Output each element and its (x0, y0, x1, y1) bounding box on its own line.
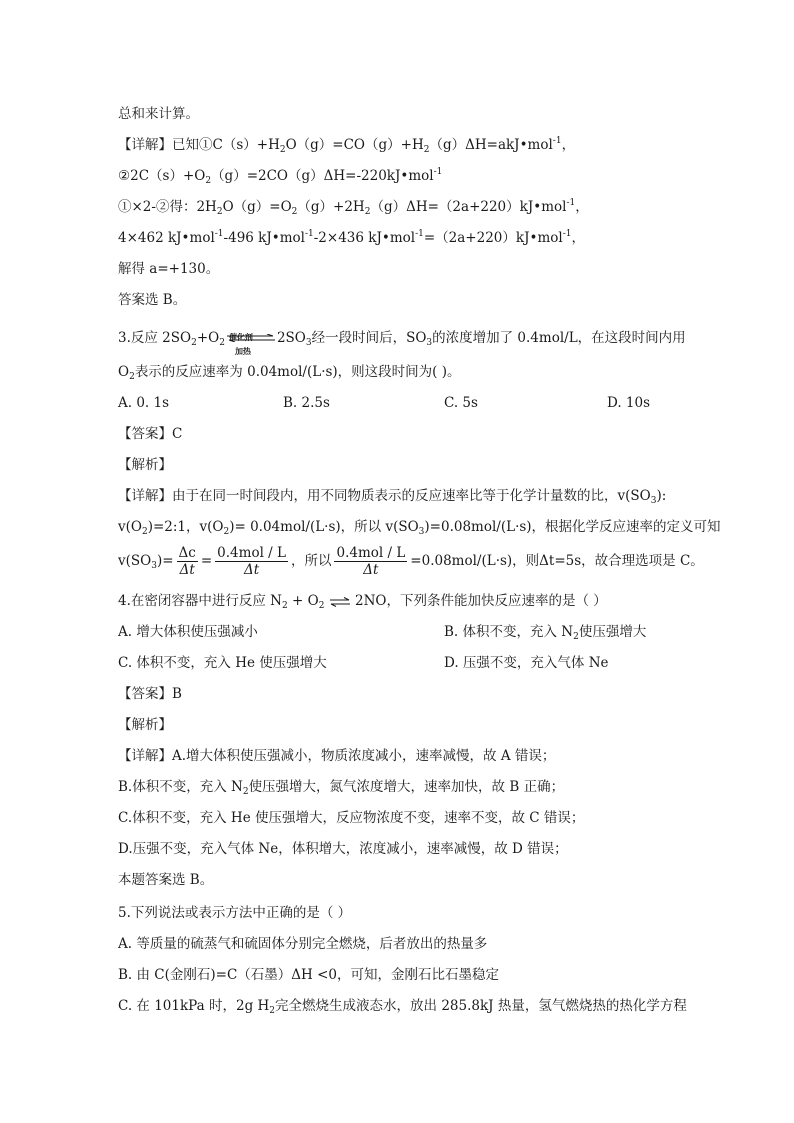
option-a: A. 0. 1s (118, 395, 170, 411)
section-tag: 【详解】 (118, 748, 172, 764)
fraction: $\frac{\Delta c}{\Delta t}$ (178, 545, 196, 578)
question-3-stem: 3.反应 $2SO_2+O_2$ 催化剂 加热 $2SO_3$经一段时间后，$SO_3$的浓度增加了 0.4mol/L，在这段时间内用 (118, 330, 686, 356)
question-3-stem-cont: $O_2$表示的反应速率为 0.04mol/(L·s)，则这段时间为( )。 (118, 364, 461, 382)
detail-line: 【详解】已知$①C(s)+H_2O(g)=CO(g)+H_2(g)\Delta H=akJ•mol^{-1}$， (118, 136, 576, 155)
detail-line: C.体积不变，充入 He 使压强增大，反应物浓度不变，速率不变，故 C 错误； (118, 810, 585, 826)
reversible-arrow-icon: 催化剂 加热 (225, 329, 277, 349)
option-b: B. 体积不变，充入 $N_2$使压强增大 (444, 624, 647, 642)
detail-line: D.压强不变，充入气体 Ne，体积增大，浓度减小，速率减慢，故 D 错误； (118, 841, 568, 857)
option-c: C. 在 101kPa 时，2g $H_2$完全燃烧生成液态水，放出 285.8kJ 热量，氢气燃烧热的热化学方程 (118, 998, 687, 1016)
option-a: A. 增大体积使压强减小 (118, 624, 258, 640)
option-b: B. 由 C(金刚石)=C（石墨）ΔH <0，可知，金刚石比石墨稳定 (118, 967, 500, 983)
answer-label: 【答案】B (118, 686, 182, 702)
question-4-options-row2 (118, 653, 714, 673)
option-b: B. 2.5s (283, 395, 330, 411)
question-5-stem: 5.下列说法或表示方法中正确的是（ ） (118, 905, 352, 921)
option-c: C. 体积不变，充入 He 使压强增大 (118, 655, 327, 671)
option-d: D. 10s (607, 395, 651, 411)
section-tag: 【详解】 (118, 137, 172, 153)
equation-line: $②2C(s)+O_2(g)=2CO(g)\Delta H=-220kJ•mol^{-1}$ (118, 167, 443, 186)
answer-label: 【答案】C (118, 426, 183, 442)
detail-line: 【详解】由于在同一时间段内，用不同物质表示的反应速率比等于化学计量数的比，$v(SO_3)$: (118, 488, 667, 506)
text-line: 本题答案选 B。 (118, 872, 214, 888)
section-tag: 【详解】 (118, 488, 172, 504)
equation-line: 4×462 kJ•mol$^{-1}$-496 kJ•mol$^{-1}$-2×436 kJ•mol$^{-1}$=（2a+220）kJ•mol$^{-1}$， (118, 229, 585, 246)
option-c: C. 5s (444, 395, 478, 411)
analysis-label: 【解析】 (118, 717, 172, 733)
equilibrium-arrow-icon (329, 597, 351, 607)
option-d: D. 压强不变，充入气体 Ne (444, 655, 609, 671)
analysis-label: 【解析】 (118, 457, 172, 473)
fraction: $\frac{\text{0.4mol / L}}{\Delta t}$ (217, 545, 286, 578)
text-line: 答案选 B。 (118, 292, 187, 308)
detail-line: B.体积不变，充入 $N_2$使压强增大，氮气浓度增大，速率加快，故 B 正确； (118, 779, 565, 797)
detail-line: 【详解】A.增大体积使压强减小，物质浓度减小，速率减慢，故 A 错误； (118, 748, 556, 764)
text-line: 总和来计算。 (118, 106, 199, 122)
option-a: A. 等质量的硫蒸气和硫固体分别完全燃烧，后者放出的热量多 (118, 936, 488, 952)
question-3-options (118, 393, 714, 413)
fraction: $\frac{\text{0.4mol / L}}{\Delta t}$ (336, 545, 406, 578)
question-4-stem: 4.在密闭容器中进行反应 $N_2 + O_2$ 2NO，下列条件能加快反应速率的是（ ） (118, 593, 607, 611)
detail-line-fractions: $v(SO_3)=$ $\frac{\Delta c}{\Delta t}$ = $\frac{\text{0.4mol / L}}{\Delta t}$ ，所以 $\frac{\text{0.4mol / L}}{\Delta t}$ =0.08mol/(L·s)，则Δt=5s，故合理选项是 C。 (118, 545, 704, 578)
text-line: 解得 a=+130。 (118, 261, 220, 277)
question-4-options-row1 (118, 622, 714, 642)
detail-line: $v(O_2)=2:1$，$v(O_2)= 0.04mol/(L\cdot s)$，所以 $v(SO_3)=0.08mol/(L\cdot s)$，根据化学反应速率的定义可知 (118, 519, 721, 537)
equation-line: ①×2-②得：$2H_2O(g)=O_2(g)+2H_2(g)\Delta H=(2a+220)kJ•mol^{-1}$， (118, 198, 589, 217)
